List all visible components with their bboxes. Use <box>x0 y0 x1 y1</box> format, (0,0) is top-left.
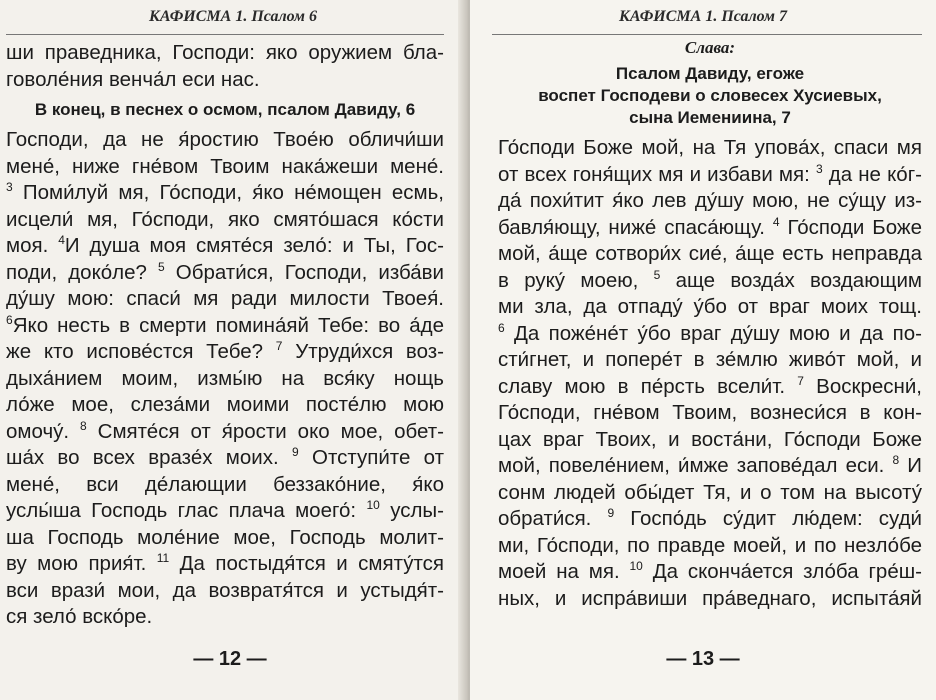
verse-text: мой, повеле́нием, и́мже запове́дал еси. <box>498 454 893 477</box>
verse-number: 5 <box>158 259 165 274</box>
verse-text: сти́гнет, и попере́т в зе́млю живо́т мой, и <box>498 348 922 371</box>
text-line <box>6 392 444 419</box>
right-page-text <box>498 37 922 612</box>
verse-text: исцели́ мя, Го́споди, яко смято́шася ко́сти <box>6 207 444 231</box>
verse-text: моей на мя. <box>498 560 630 583</box>
verse-text: Господи, да не я́ростию Твое́ю обличи́ши <box>6 128 444 151</box>
text-line <box>498 162 922 189</box>
verse-text: ша Господь моле́ние мое, Господь молит- <box>6 525 444 549</box>
text-line <box>498 215 922 242</box>
verse-number: 10 <box>629 559 643 574</box>
verse-text: обрати́ся. <box>498 507 608 530</box>
text-line <box>6 260 444 287</box>
verse-text: дыха́нием моим, измы́ю на вся́ку нощь <box>6 366 444 390</box>
verse-text: Поми́луй мя, Го́споди, я́ко не́мощен есмь, <box>12 181 444 204</box>
verse-text: моя. <box>6 234 59 257</box>
page-number-left: — 12 — <box>193 648 267 670</box>
verse-number: 5 <box>653 267 661 282</box>
text-line <box>498 453 922 480</box>
verse-text: ду́шу мою: спаси́ мя ради милости Твоея́. <box>6 287 444 310</box>
verse-text: да́ похи́тит я́ко лев ду́шу мою, не су́щу из- <box>498 189 922 212</box>
verse-text: ми зла, да отпаду́ у́бо от враг моих тощ. <box>498 295 922 318</box>
verse-text: омочу́. <box>6 419 81 443</box>
verse-text: бавля́ющу, ниже́ спаса́ющу. <box>498 215 773 239</box>
verse-text: ло́же мое, слеза́ми моими посте́лю мою <box>6 393 444 416</box>
text-line <box>498 321 922 348</box>
header-rule-left <box>6 34 444 35</box>
verse-text: Го́споди Боже <box>779 215 922 239</box>
text-line <box>498 294 922 321</box>
verse-text: Да постыдя́тся и смяту́тся <box>169 552 444 575</box>
verse-text: вси врази́ мои, да возвратя́тся и устыдя́т- <box>6 578 444 602</box>
psalm-heading-line: сына Иемениина, 7 <box>629 108 791 127</box>
verse-text: ша́х во всех вразе́х моих. <box>6 446 293 469</box>
text-line <box>6 154 444 181</box>
text-line <box>6 286 444 313</box>
right-psalm-body <box>498 135 922 612</box>
slava-heading: Слава: <box>684 38 736 57</box>
text-line <box>6 419 444 446</box>
verse-number: 3 <box>815 161 823 176</box>
text-line <box>498 559 922 586</box>
text-line <box>498 374 922 401</box>
text-line <box>6 472 444 499</box>
verse-number: 8 <box>80 418 87 433</box>
verse-number: 4 <box>772 214 780 229</box>
verse-text: аще возда́х воздающим <box>660 268 922 292</box>
text-line <box>498 427 922 454</box>
verse-text: поди, доко́ле? <box>6 260 159 284</box>
verse-text: ных, и испра́виши пра́веднаго, испыта́яй <box>498 586 922 610</box>
verse-text: И душа моя смяте́ся зело́: и Ты, Гос- <box>64 234 444 257</box>
text-line <box>6 604 444 631</box>
verse-text: же кто испове́стся Тебе? <box>6 340 276 363</box>
verse-text: Отступи́те от <box>298 446 445 469</box>
verse-text: ми, Го́споди, по правде моей, и по незло́бе <box>498 533 922 557</box>
verse-text: Смяте́ся от я́рости око мое, обет- <box>86 419 444 443</box>
text-line <box>498 586 922 613</box>
verse-number: 9 <box>292 445 299 460</box>
verse-text: цах враг Твоих, и воста́ни, Го́споди Боже <box>498 427 922 451</box>
running-head-right: КАФИСМА 1. Псалом 7 <box>618 8 788 25</box>
verse-text: мене́, ниже гне́вом Твоим нака́жеши мене́. <box>6 154 444 178</box>
left-page-text <box>6 40 444 631</box>
left-psalm-body <box>6 127 444 631</box>
text-line <box>6 525 444 552</box>
text-line <box>498 400 922 427</box>
text-line <box>6 313 444 340</box>
verse-number: 10 <box>366 498 380 513</box>
verse-text: в руку́ моею, <box>498 268 654 292</box>
right-page <box>470 0 936 700</box>
verse-text: да не ко́г- <box>822 162 922 186</box>
verse-text: Воскресни́, <box>803 374 922 398</box>
text-line <box>6 578 444 605</box>
verse-text: сонм людей обы́дет Тя, и о том на высоту́ <box>498 480 922 504</box>
verse-text: Го́споди, гне́вом Твоим, вознеси́ся в кон- <box>498 401 922 424</box>
verse-text: услы- <box>379 499 444 522</box>
text-line <box>498 268 922 295</box>
verse-text: услы́ша Господь глас плача моего́: <box>6 499 367 522</box>
verse-text: славу мою в пе́рсть всели́т. <box>498 374 798 398</box>
text-line: ши праведника, Господи: яко оружием бла- <box>6 41 444 64</box>
verse-number: 4 <box>58 233 65 248</box>
text-line <box>498 135 922 162</box>
text-line <box>6 233 444 260</box>
verse-number: 6 <box>498 320 505 335</box>
verse-text: от всех гоня́щих мя и избави мя: <box>498 162 816 186</box>
verse-text: Да сконча́ется зло́ба гре́ш- <box>642 560 922 583</box>
running-head-left: КАФИСМА 1. Псалом 6 <box>148 8 318 25</box>
verse-number: 8 <box>892 453 900 468</box>
verse-number: 7 <box>797 373 804 388</box>
psalm-heading-line: Псалом Давиду, егоже <box>615 64 805 83</box>
text-line <box>6 180 444 207</box>
text-line <box>6 127 444 154</box>
verse-number: 9 <box>607 506 615 521</box>
text-line: говоле́ния венча́л еси нас. <box>6 67 260 91</box>
verse-number: 7 <box>275 339 283 354</box>
header-rule-right <box>492 34 922 35</box>
verse-number: 6 <box>6 312 13 327</box>
psalm-heading-line: воспет Господеви о словесех Хусиевых, <box>538 86 882 105</box>
text-line <box>6 207 444 234</box>
verse-text: Обрати́ся, Господи, изба́ви <box>164 260 444 284</box>
verse-text: Яко несть в смерти помина́яй Тебе: во а́де <box>12 313 444 337</box>
text-line <box>6 551 444 578</box>
verse-text: ся зело́ вско́ре. <box>6 605 153 628</box>
text-line <box>498 506 922 533</box>
psalm-heading: В конец, в песнех о осмом, псалом Давиду, 6 <box>34 100 416 119</box>
text-line <box>6 445 444 472</box>
text-line <box>498 188 922 215</box>
verse-text: Го́споди Боже мой, на Тя упова́х, спаси мя <box>498 136 922 159</box>
text-line <box>6 498 444 525</box>
verse-number: 3 <box>6 180 13 195</box>
left-page <box>0 0 466 700</box>
verse-text: И <box>899 454 922 477</box>
text-line <box>6 366 444 393</box>
text-line <box>498 480 922 507</box>
verse-text: ву мою прия́т. <box>6 552 157 575</box>
page-number-right: — 13 — <box>666 648 740 670</box>
verse-text: мене́, вси де́лающии беззако́ние, я́ко <box>6 472 444 496</box>
verse-text: мой, а́ще сотвори́х сие́, а́ще есть неправда <box>498 242 922 265</box>
text-line <box>6 339 444 366</box>
verse-number: 11 <box>156 551 170 566</box>
text-line <box>498 241 922 268</box>
text-line <box>498 533 922 560</box>
text-line <box>498 347 922 374</box>
verse-text: Госпо́дь су́дит лю́дем: суди́ <box>614 507 922 530</box>
verse-text: Утруди́хся воз- <box>282 340 444 363</box>
verse-text: Да поже́не́т у́бо враг ду́шу мою и да по- <box>504 321 922 345</box>
